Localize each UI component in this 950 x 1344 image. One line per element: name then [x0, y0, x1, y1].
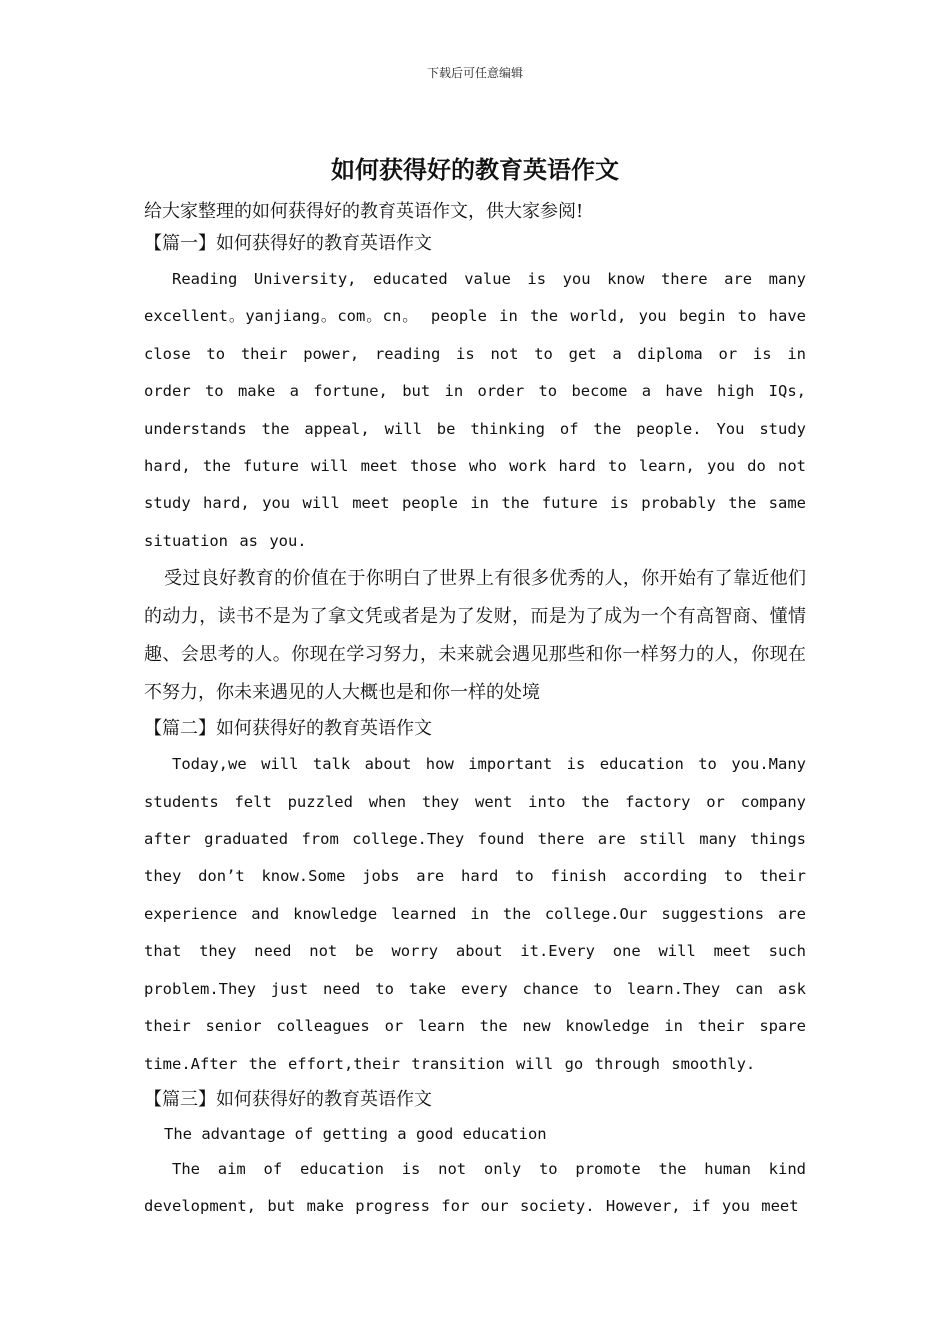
section-1-english-paragraph: Reading University, educated value is you know there are many excellent。yanjiang。com。cn。 people in the world, you begin to have close to their power, reading is not to get a diploma or is in order to make a fortune, but in order to become a have high IQs, understands the appeal, will be thinking of the people. You study hard, the future will meet those who work hard to learn, you do not study hard, you will meet people in the future is probably the same situation as you.	[144, 270, 806, 550]
section-3-subtitle: The advantage of getting a good education	[164, 1124, 547, 1143]
section-1-heading: 【篇一】如何获得好的教育英语作文	[144, 233, 432, 254]
document-body	[144, 196, 806, 1226]
section-3-english-paragraph: The aim of education is not only to promote the human kind development, but make progress for our society. However, if you meet	[144, 1159, 806, 1216]
section-2-heading: 【篇二】如何获得好的教育英语作文	[144, 718, 432, 740]
header-note: 下载后可任意编辑	[426, 66, 523, 80]
document-title: 如何获得好的教育英语作文	[331, 155, 619, 184]
intro-paragraph: 给大家整理的如何获得好的教育英语作文，供大家参阅!	[144, 201, 584, 222]
section-2-english-paragraph: Today,we will talk about how important is education to you.Many students felt puzzled when they went into the factory or company after graduated from college.They found there are still many things they don’t know.Some jobs are hard to finish according to their experience and knowledge learned in the college.Our suggestions are that they need not be worry about it.Every one will meet such problem.They just need to take every chance to learn.They can ask their senior colleagues or learn the new knowledge in their spare time.After the effort,their transition will go through smoothly.	[144, 755, 806, 1073]
section-3-heading: 【篇三】如何获得好的教育英语作文	[144, 1088, 432, 1110]
section-1-chinese-paragraph: 受过良好教育的价值在于你明白了世界上有很多优秀的人，你开始有了靠近他们的动力，读书不是为了拿文凭或者是为了发财，而是为了成为一个有高智商、懂情趣、会思考的人。你现在学习努力，未来就会遇见那些和你一样努力的人，你现在不努力，你未来遇见的人大概也是和你一样的处境	[144, 568, 806, 704]
